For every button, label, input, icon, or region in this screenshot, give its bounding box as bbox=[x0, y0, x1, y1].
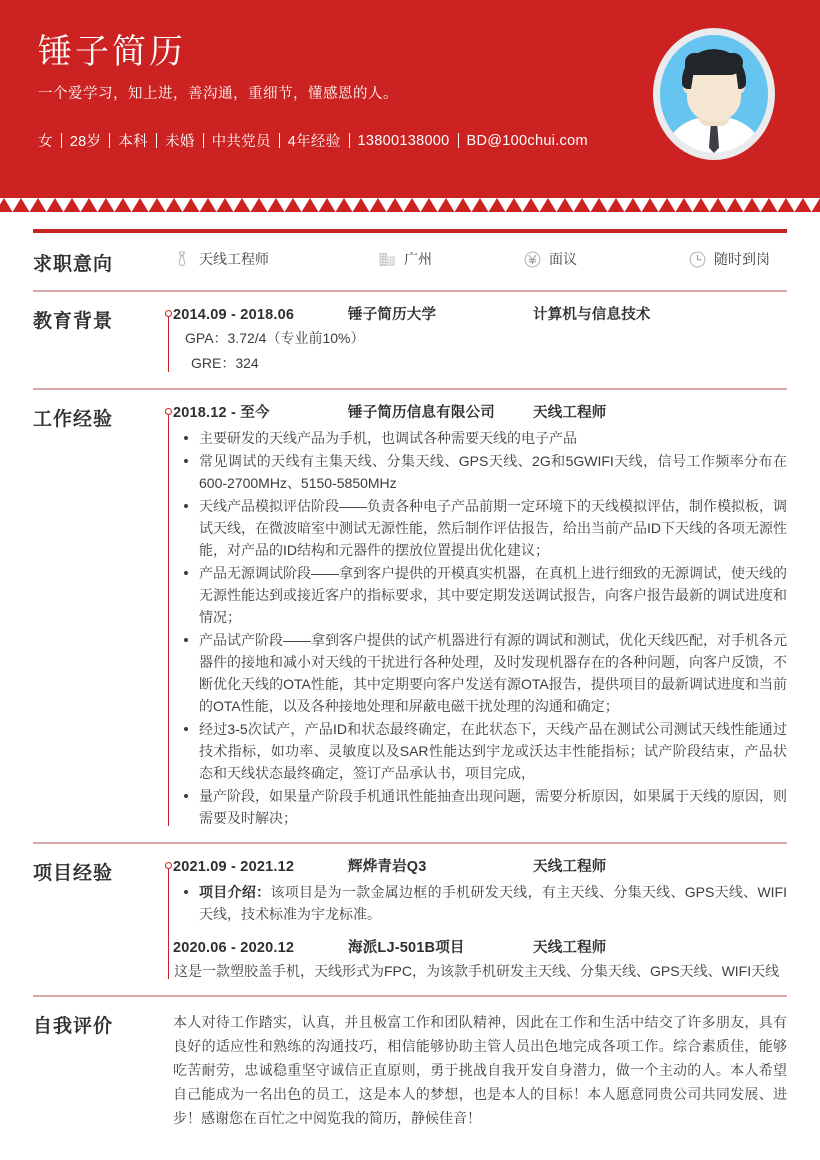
self-evaluation-body bbox=[173, 1009, 787, 1130]
meta-gender: 女 bbox=[38, 134, 53, 150]
project-date: 2021.09 - 2021.12 bbox=[173, 859, 295, 875]
meta-divider bbox=[458, 133, 459, 148]
section-title-work-experience: 工作经验 bbox=[33, 409, 114, 430]
meta-divider bbox=[203, 133, 204, 148]
page-title: 锤子简历 bbox=[38, 33, 186, 71]
job-intention-body bbox=[173, 247, 787, 276]
timeline-dot bbox=[165, 862, 172, 869]
education-entry-header bbox=[173, 304, 787, 326]
intention-salary-text: 面议 bbox=[549, 251, 577, 267]
meta-degree: 本科 bbox=[118, 134, 148, 150]
timeline-line bbox=[168, 867, 169, 979]
work-entry-header bbox=[173, 402, 787, 424]
meta-political-status: 中共党员 bbox=[211, 134, 271, 150]
list-item: 产品试产阶段——拿到客户提供的试产机器进行有源的调试和测试，优化天线匹配，对手机各元器件的接地和减小对天线的干扰进行各种处理，及时发现机器存在的各种问题，向客户反馈，不断优化天线的OTA性能，其中定期要向客户发送有源OTA报告，提供项目的最新调试进度和当前的OTA性能，以及各种接地处理和屏蔽电磁干扰处理的沟通和确定； bbox=[173, 629, 787, 717]
education-gre: GRE：324 bbox=[191, 355, 259, 371]
intention-position bbox=[173, 249, 378, 269]
project-entry-header bbox=[173, 937, 787, 959]
avatar-photo bbox=[660, 35, 768, 153]
section-job-intention bbox=[0, 233, 820, 290]
work-bullet-list bbox=[173, 427, 787, 829]
tie-icon bbox=[173, 250, 191, 268]
timeline-dot bbox=[165, 408, 172, 415]
self-evaluation-text: 本人对待工作踏实，认真，并且极富工作和团队精神，因此在工作和生活中结交了许多朋友，具有良好的适应性和熟练的沟通技巧，相信能够协助主管人员出色地完成各项工作。综合素质佳，能够吃苦耐劳，忠诚稳重坚守诚信正直原则，勇于挑战自我开发自身潜力，做一个主动的人。本人希望自己能成为一名出色的员工，这是本人的梦想，也是本人的目标！本人愿意同贵公司共同发展、进步！感谢您在百忙之中阅览我的简历，静候佳音！ bbox=[173, 1014, 787, 1126]
header-meta-list bbox=[38, 130, 598, 151]
list-item: 天线产品模拟评估阶段——负责各种电子产品前期一定环境下的天线模拟评估，制作模拟板，调试天线，在微波暗室中测试无源性能，然后制作评估报告，给出当前产品ID下天线的各项无源性能，对产品的ID结构和元器件的摆放位置提出优化建议； bbox=[173, 495, 787, 561]
intention-location-text: 广州 bbox=[404, 251, 432, 267]
intention-availability-text: 随时到岗 bbox=[714, 251, 770, 267]
list-item: 产品无源调试阶段——拿到客户提供的开模真实机器，在真机上进行细致的无源调试，使天线的无源性能达到或接近客户的指标要求，其中要定期发送调试报告，向客户报告最新的调试进度和情况； bbox=[173, 562, 787, 628]
list-item bbox=[173, 881, 787, 925]
project-name: 海派LJ-501B项目 bbox=[348, 940, 465, 956]
meta-phone: 13800138000 bbox=[357, 132, 450, 149]
timeline-work bbox=[164, 408, 173, 826]
section-title-project-experience: 项目经验 bbox=[33, 863, 114, 884]
yen-circle-icon bbox=[523, 250, 541, 268]
project-date: 2020.06 - 2020.12 bbox=[173, 940, 295, 956]
timeline-line bbox=[168, 413, 169, 826]
list-item: 经过3-5次试产，产品ID和状态最终确定，在此状态下，天线产品在测试公司测试天线性能通过技术指标，如功率、灵敏度以及SAR性能达到宇龙或沃达丰性能指标；试产阶段结束，产品状态和天线状态最终确定，签订产品承认书，项目完成， bbox=[173, 718, 787, 784]
zigzag-edge bbox=[0, 198, 820, 212]
meta-divider bbox=[349, 133, 350, 148]
section-work-experience bbox=[0, 390, 820, 842]
section-title-job-intention: 求职意向 bbox=[33, 254, 114, 275]
intention-position-text: 天线工程师 bbox=[199, 251, 269, 267]
work-experience-body bbox=[173, 402, 787, 830]
project-intro-text: 该项目是为一款金属边框的手机研发天线，有主天线、分集天线、GPS天线、WIFI天线，技术标准为宇龙标准。 bbox=[199, 884, 788, 922]
job-intention-row bbox=[173, 247, 787, 269]
education-school: 锤子简历大学 bbox=[348, 307, 437, 323]
timeline-dot bbox=[165, 310, 172, 317]
education-date: 2014.09 - 2018.06 bbox=[173, 307, 295, 323]
avatar bbox=[653, 28, 775, 160]
meta-divider bbox=[156, 133, 157, 148]
resume-body bbox=[0, 229, 820, 1142]
project-role: 天线工程师 bbox=[533, 859, 607, 875]
avatar-hair-fringe bbox=[685, 53, 743, 75]
timeline-education bbox=[164, 310, 173, 372]
project-bullet-list bbox=[173, 881, 787, 925]
intention-salary bbox=[523, 249, 688, 269]
intention-location bbox=[378, 249, 523, 269]
education-gpa: GPA：3.72/4（专业前10%） bbox=[185, 330, 365, 346]
work-company: 锤子简历信息有限公司 bbox=[348, 405, 495, 421]
header-tagline: 一个爱学习，知上进，善沟通，重细节，懂感恩的人。 bbox=[38, 86, 398, 102]
list-item: 量产阶段，如果量产阶段手机通讯性能抽查出现问题，需要分析原因，如果属于天线的原因，则需要及时解决； bbox=[173, 785, 787, 829]
header-text-block bbox=[38, 30, 598, 151]
entry-spacer bbox=[173, 926, 787, 937]
building-icon bbox=[378, 250, 396, 268]
list-item: 主要研发的天线产品为手机，也调试各种需要天线的电子产品 bbox=[173, 427, 787, 449]
list-item: 常见调试的天线有主集天线、分集天线、GPS天线、2G和5GWIFI天线，信号工作频率分布在600-2700MHz、5150-5850MHz bbox=[173, 450, 787, 494]
meta-email: BD@100chui.com bbox=[466, 132, 588, 149]
resume-header bbox=[0, 0, 820, 212]
meta-marital-status: 未婚 bbox=[164, 134, 195, 150]
project-intro-label: 项目介绍： bbox=[199, 884, 271, 900]
intention-availability bbox=[688, 249, 770, 269]
education-major: 计算机与信息技术 bbox=[533, 307, 651, 323]
meta-divider bbox=[279, 133, 280, 148]
project-name: 辉烨青岩Q3 bbox=[348, 859, 427, 875]
education-body bbox=[173, 304, 787, 376]
project-description: 这是一款塑胶盖手机，天线形式为FPC，为该款手机研发主天线、分集天线、GPS天线、WIFI天线 bbox=[174, 963, 780, 979]
meta-age: 28岁 bbox=[69, 134, 102, 150]
section-project-experience bbox=[0, 844, 820, 995]
meta-experience: 4年经验 bbox=[287, 134, 341, 150]
meta-divider bbox=[61, 133, 62, 148]
section-title-self-evaluation: 自我评价 bbox=[33, 1016, 114, 1037]
section-title-education: 教育背景 bbox=[33, 311, 114, 332]
section-self-evaluation bbox=[0, 997, 820, 1142]
project-experience-body bbox=[173, 856, 787, 983]
avatar-tie bbox=[709, 124, 719, 153]
project-role: 天线工程师 bbox=[533, 940, 607, 956]
work-role: 天线工程师 bbox=[533, 405, 607, 421]
timeline-project bbox=[164, 862, 173, 979]
clock-icon bbox=[688, 250, 706, 268]
section-education bbox=[0, 292, 820, 388]
work-date: 2018.12 - 至今 bbox=[173, 405, 270, 421]
project-entry-header bbox=[173, 856, 787, 878]
meta-divider bbox=[109, 133, 110, 148]
timeline-line bbox=[168, 315, 169, 372]
